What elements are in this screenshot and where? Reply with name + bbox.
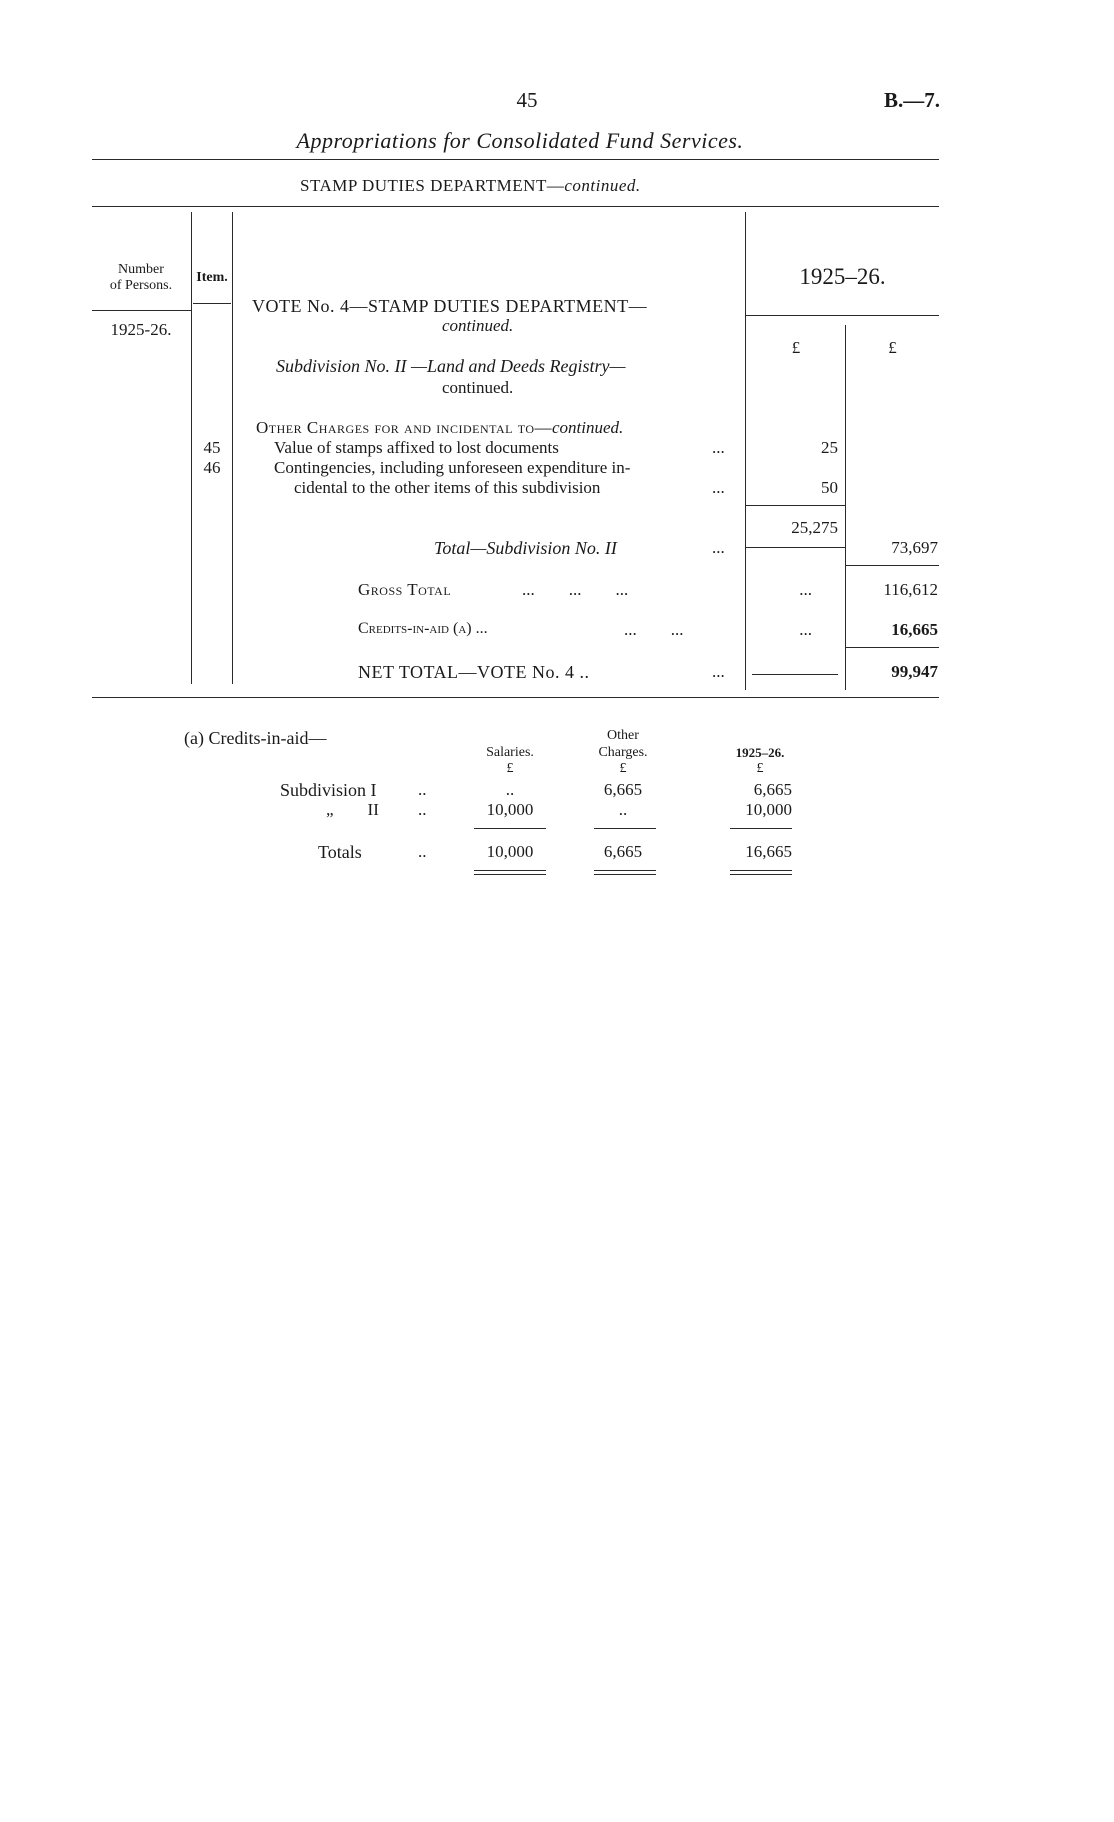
gross-total-mid: ... <box>799 580 812 599</box>
total-subdivision-dots: ... <box>712 538 725 557</box>
number-header-rule <box>92 310 192 311</box>
credits-in-aid-amount: 16,665 <box>891 620 938 639</box>
department-heading <box>300 176 641 196</box>
item-number: 45 <box>203 438 221 457</box>
item-description: Value of stamps affixed to lost documents <box>274 438 559 457</box>
footnote-double-rule <box>474 870 546 871</box>
pound-left: £ <box>791 338 801 357</box>
title-rule <box>92 159 939 160</box>
footnote-rule-year <box>730 828 792 829</box>
table-top-rule <box>92 206 939 207</box>
item-col-right-rule <box>232 212 233 684</box>
charges-continued: continued. <box>552 418 624 437</box>
net-total-dash <box>752 674 838 675</box>
footnote-totals-total: 16,665 <box>745 842 792 861</box>
footnote-row-other: 6,665 <box>603 780 643 799</box>
total-subdivision-label: Total—Subdivision No. II <box>434 538 617 558</box>
department-name: STAMP DUTIES DEPARTMENT— <box>300 176 565 195</box>
item-amount: 25 <box>821 438 838 457</box>
footnote-rule-other <box>594 828 656 829</box>
year-header-rule <box>746 315 939 316</box>
gross-total-dots: ... ... ... <box>522 580 629 599</box>
footnote-row-dots: .. <box>418 780 427 799</box>
total-subdivision-rule <box>846 565 939 566</box>
number-year: 1925-26. <box>110 320 172 339</box>
footnote-row-label: Subdivision I <box>280 780 377 800</box>
item-description-cont: cidental to the other items of this subdivision <box>294 478 601 497</box>
net-total-dots: ... <box>712 662 725 681</box>
credits-in-aid-label: Credits-in-aid (a) ... <box>358 620 488 637</box>
footnote-col-other-2: Charges. <box>598 745 648 760</box>
footnote-row-salaries: 10,000 <box>486 800 534 819</box>
footnote-row-other: .. <box>618 800 628 819</box>
charges-heading <box>256 418 623 438</box>
credits-in-aid-dots: ... ... <box>624 620 684 639</box>
credits-rule <box>846 647 939 648</box>
department-continued: continued. <box>564 176 641 195</box>
vote-title: VOTE No. 4—STAMP DUTIES DEPARTMENT— <box>252 296 648 316</box>
item-heading: Item. <box>196 270 228 285</box>
charges-heading-text: Other Charges for and incidental to— <box>256 418 553 437</box>
vote-continued: continued. <box>442 316 514 335</box>
gross-total-amount: 116,612 <box>883 580 938 599</box>
footnote-row-total: 6,665 <box>753 780 792 799</box>
item-number: 46 <box>203 458 221 477</box>
footnote-pound-other: £ <box>619 761 627 776</box>
credits-in-aid-mid: ... <box>799 620 812 639</box>
footnote-rule-salaries <box>474 828 546 829</box>
number-heading: Number <box>118 262 164 277</box>
footnote-col-other-1: Other <box>607 728 639 743</box>
subdivision-title: Subdivision No. II —Land and Deeds Registry— <box>276 356 626 376</box>
item-amount: 50 <box>821 478 838 497</box>
net-total-label: NET TOTAL—VOTE No. 4 .. <box>358 662 590 682</box>
subtotal-amount: 25,275 <box>791 518 838 537</box>
footnote-row-label: „ II <box>326 800 379 819</box>
gross-total-label: Gross Total <box>358 580 452 599</box>
footnote-totals-dots: .. <box>418 842 427 861</box>
footnote-pound-salaries: £ <box>506 761 514 776</box>
page-number: 45 <box>516 88 538 112</box>
footnote-pound-year: £ <box>756 761 764 776</box>
footnote-row-salaries: .. <box>505 780 515 799</box>
subdivision-continued: continued. <box>442 378 514 397</box>
footnote-col-salaries: Salaries. <box>486 745 534 760</box>
total-subdivision-amount: 73,697 <box>891 538 938 557</box>
pound-right: £ <box>888 338 897 357</box>
footnote-double-rule <box>594 870 656 871</box>
of-persons-heading: of Persons. <box>109 278 173 293</box>
footnote-double-rule <box>474 874 546 875</box>
table-bottom-rule <box>92 697 939 698</box>
footnote-double-rule <box>594 874 656 875</box>
footnote-double-rule <box>730 874 792 875</box>
subtotal-underline <box>746 547 845 548</box>
footnote-double-rule <box>730 870 792 871</box>
item-dots: ... <box>712 438 725 457</box>
footnote-title: (a) Credits-in-aid— <box>184 728 327 748</box>
footnote-row-total: 10,000 <box>745 800 792 819</box>
footnote-totals-label: Totals <box>318 842 362 862</box>
item-header-rule <box>193 303 231 304</box>
footnote-col-year: 1925–26. <box>735 745 785 760</box>
year-heading: 1925–26. <box>799 264 886 289</box>
page-title: Appropriations for Consolidated Fund Services. <box>296 128 744 153</box>
series-code: B.—7. <box>884 88 941 112</box>
footnote-totals-other: 6,665 <box>603 842 643 861</box>
item-description: Contingencies, including unforeseen expenditure in- <box>274 458 631 477</box>
item-dots: ... <box>712 478 725 497</box>
net-total-amount: 99,947 <box>891 662 938 681</box>
footnote-row-dots: .. <box>418 800 427 819</box>
subtotal-rule <box>746 505 845 506</box>
footnote-totals-salaries: 10,000 <box>486 842 534 861</box>
